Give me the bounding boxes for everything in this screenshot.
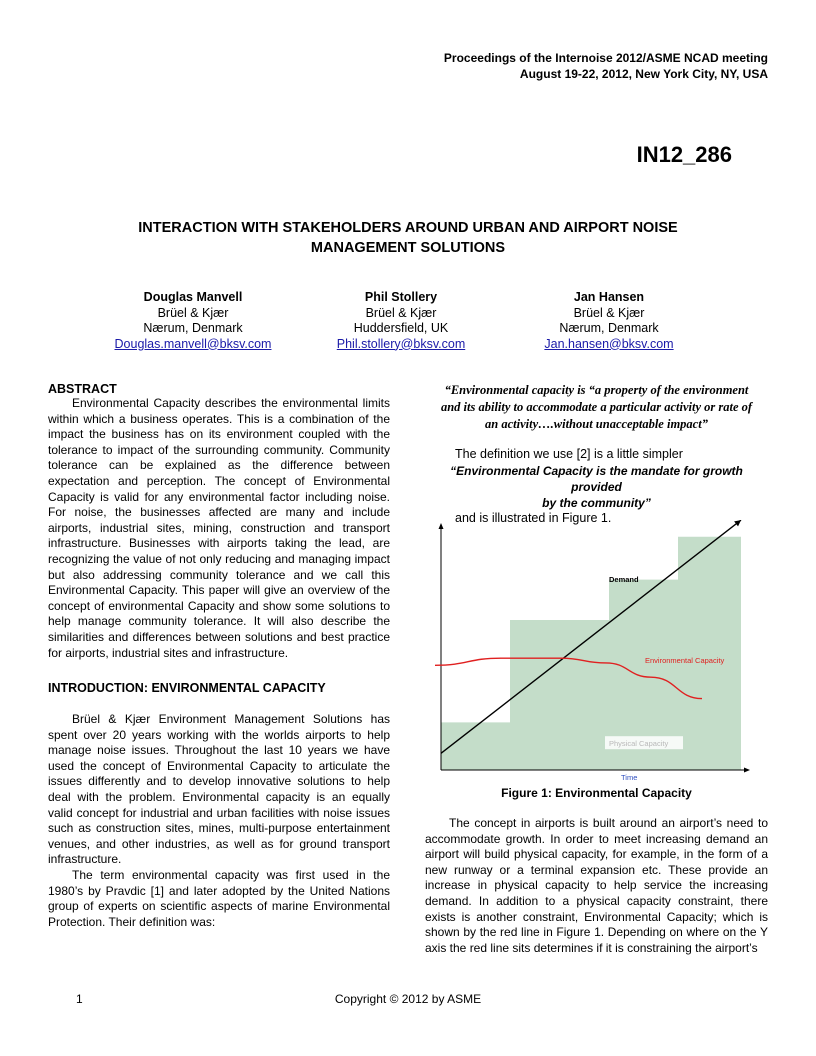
header-line-1: Proceedings of the Internoise 2012/ASME NCAD meeting — [443, 51, 768, 65]
intro-section — [48, 681, 390, 930]
right-body — [425, 816, 768, 956]
left-column — [48, 382, 390, 661]
page-number: 1 — [76, 992, 83, 1006]
definition-quote-1 — [425, 382, 768, 433]
proceedings-header — [444, 50, 768, 82]
intro-heading: INTRODUCTION: ENVIRONMENTAL CAPACITY — [48, 681, 326, 695]
quote-line: by the community” — [542, 495, 651, 510]
author-email-link[interactable]: Phil.stollery@bksv.com — [336, 336, 466, 351]
paper-id: IN12_286 — [636, 142, 732, 167]
author-block — [286, 290, 516, 352]
author-org: Brüel & Kjær — [573, 305, 645, 320]
title-line-2: MANAGEMENT SOLUTIONS — [310, 240, 506, 256]
author-name: Jan Hansen — [573, 290, 645, 304]
figure-reference: and is illustrated in Figure 1. — [455, 510, 612, 525]
right-paragraph: The concept in airports is built around an airport’s need to accommodate growth. In order to meet increasing demand an airport will build physical capacity, for example, in the form of a new runway or a terminal expansion etc. These provide an increase in physical capacity to help service the increasing demand. In addition to a physical capacity constraint, there exists is another constraint, Environmental Capacity; which is shown by the red line in Figure 1. Depending on where on the Y axis the red line sits determines if it is constraining the airport’s — [425, 816, 768, 955]
author-name: Phil Stollery — [364, 290, 438, 304]
abstract-heading: ABSTRACT — [48, 382, 117, 396]
paper-title — [60, 218, 756, 258]
intro-paragraph-2: The term environmental capacity was first used in the 1980’s by Pravdic [1] and later adopted by the United Nations group of experts on scientific aspects of marine Environmental Protection. Their definition was: — [48, 867, 390, 929]
figure-caption: Figure 1: Environmental Capacity — [501, 786, 692, 800]
quote-line: “Environmental Capacity is the mandate for growth provided — [450, 463, 743, 494]
intro-paragraph-1: Brüel & Kjær Environment Management Solutions has spent over 20 years working with the worlds airports to help manage noise issues. Throughout the last 10 years we have used the concept of Environmental Capacity to articulate the issues differently and to develop innovative solutions to help deal with the problem. Environmental capacity is an equally valid concept for industrial and urban facilities with noise issues such as construction sites, mines, multi-purpose entertainment venues, and other industries, as well as for ground transport infrastructure. — [48, 712, 390, 867]
abstract-text: Environmental Capacity describes the environmental limits within which a business operates. This is a combination of the impact the business has on its environment coupled with the tolerance to impact of the surrounding community. Community tolerance can be explained as the difference between expectation and perception. The concept of Environmental Capacity is valid for any environmental factor including noise. For noise, the businesses affected are many and include airports, industrial sites, mining, construction and transport infrastructure. Businesses with airports taking the lead, are recognizing the value of not only reducing and managing impact but also addressing community tolerance and we call this Environmental Capacity. This paper will give an overview of the concept of environmental Capacity and show some solutions to help manage community tolerance. It will also describe the similarities and differences between solutions and best practice for airports, industrial sites and infrastructure. — [48, 396, 390, 660]
author-block — [78, 290, 308, 352]
author-email-link[interactable]: Jan.hansen@bksv.com — [544, 336, 674, 351]
author-location: Nærum, Denmark — [559, 321, 659, 335]
definition-quote-2 — [425, 463, 768, 511]
author-org: Brüel & Kjær — [365, 305, 437, 320]
environmental-capacity-label: Environmental Capacity — [645, 655, 725, 665]
author-location: Nærum, Denmark — [143, 321, 243, 335]
environmental-capacity-chart — [425, 520, 755, 782]
right-column — [425, 382, 768, 526]
demand-label: Demand — [609, 574, 639, 584]
author-location: Huddersfield, UK — [353, 321, 449, 335]
author-block — [494, 290, 724, 352]
definition-intro: The definition we use [2] is a little simpler — [455, 447, 683, 461]
copyright: Copyright © 2012 by ASME — [334, 992, 482, 1006]
author-org: Brüel & Kjær — [157, 305, 229, 320]
quote-line: an activity….without unacceptable impact” — [485, 417, 708, 431]
quote-line: and its ability to accommodate a particular activity or rate of — [440, 400, 753, 414]
physical-capacity-area — [441, 537, 741, 770]
y-axis-arrow — [439, 523, 444, 529]
author-name: Douglas Manvell — [143, 290, 243, 304]
quote-line: “Environmental capacity is “a property of the environment — [444, 383, 749, 397]
author-email-link[interactable]: Douglas.manvell@bksv.com — [114, 336, 272, 351]
title-line-1: INTERACTION WITH STAKEHOLDERS AROUND URBAN AND AIRPORT NOISE — [138, 220, 678, 236]
x-axis-arrow — [744, 768, 750, 773]
header-line-2: August 19-22, 2012, New York City, NY, USA — [519, 67, 768, 81]
physical-capacity-label: Physical Capacity — [609, 739, 669, 749]
x-axis-label: Time — [621, 773, 638, 782]
